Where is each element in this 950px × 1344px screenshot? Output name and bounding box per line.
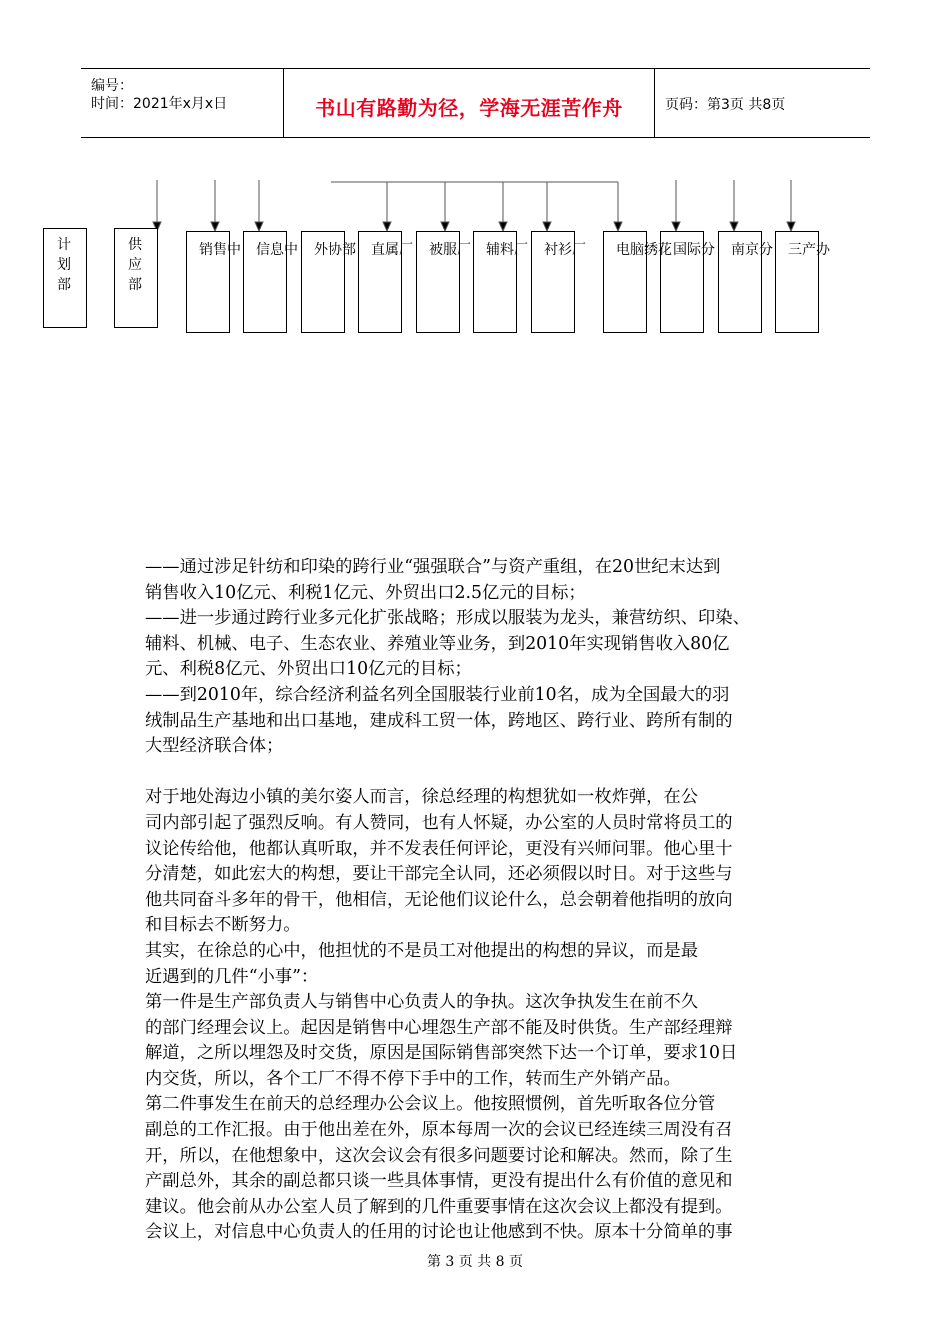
text-line: 其实，在徐总的心中，他担忧的不是员工对他提出的构想的异议，而是最 bbox=[145, 940, 699, 961]
text-line: 开，所以，在他想象中，这次会议会有很多问题要讨论和解决。然而，除了生 bbox=[145, 1145, 733, 1166]
dept-label: 被服厂 bbox=[429, 242, 471, 258]
text-line: 会议上，对信息中心负责人的任用的讨论也让他感到不快。原本十分简单的事 bbox=[145, 1222, 733, 1243]
text-line: 司内部引起了强烈反响。有人赞同，也有人怀疑，办公室的人员时常将员工的 bbox=[145, 812, 733, 833]
text-line: ——到2010年，综合经济利益名列全国服装行业前10名，成为全国最大的羽 bbox=[145, 684, 730, 705]
dept-box-supply bbox=[114, 228, 158, 328]
dept-label: 计划部 bbox=[57, 237, 71, 293]
dept-label: 衬衫厂 bbox=[544, 242, 586, 258]
page-footer: 第 3 页 共 8 页 bbox=[426, 1254, 524, 1270]
dept-label: 南京分 bbox=[731, 242, 773, 258]
org-chart bbox=[0, 170, 950, 350]
dept-label: 信息中 bbox=[256, 242, 298, 258]
text-line bbox=[145, 760, 825, 786]
dept-label: 供应部 bbox=[128, 237, 142, 293]
text-line: 他共同奋斗多年的骨干，他相信，无论他们议论什么，总会朝着他指明的放向 bbox=[145, 889, 733, 910]
text-line: 对于地处海边小镇的美尔姿人而言，徐总经理的构想犹如一枚炸弹，在公 bbox=[145, 787, 699, 808]
dept-label: 电脑绣花 bbox=[616, 242, 672, 258]
text-line: 内交货，所以，各个工厂不得不停下手中的工作，转而生产外销产品。 bbox=[145, 1068, 681, 1089]
text-line: 和目标去不断努力。 bbox=[145, 915, 301, 936]
text-line: 近遇到的几件“小事”： bbox=[145, 966, 319, 987]
dept-label: 国际分 bbox=[673, 242, 715, 258]
text-line: 第一件是生产部负责人与销售中心负责人的争执。这次争执发生在前不久 bbox=[145, 992, 699, 1013]
dept-box-planning bbox=[43, 228, 87, 328]
text-line: 辅料、机械、电子、生态农业、养殖业等业务，到2010年实现销售收入80亿 bbox=[145, 633, 730, 654]
header-meta-cell bbox=[81, 69, 284, 137]
text-line: 第二件事发生在前天的总经理办公会议上。他按照惯例，首先听取各位分管 bbox=[145, 1094, 716, 1115]
dept-label: 直属厂 bbox=[371, 242, 413, 258]
text-line: 产副总外，其余的副总都只谈一些具体事情，更没有提出什么有价值的意见和 bbox=[145, 1171, 733, 1192]
text-line: 分清楚，如此宏大的构想，要让干部完全认同，还必须假以时日。对于这些与 bbox=[145, 864, 733, 885]
dept-label: 三产办 bbox=[788, 242, 830, 258]
header-motto-cell bbox=[284, 69, 655, 137]
text-line: 议论传给他，他都认真听取，并不发表任何评论，更没有兴师问罪。他心里十 bbox=[145, 838, 733, 859]
motto: 书山有路勤为径，学海无涯苦作舟 bbox=[315, 96, 623, 120]
time-label: 时间：2021年x月x日 bbox=[91, 96, 228, 112]
text-line: ——进一步通过跨行业多元化扩张战略；形成以服装为龙头，兼营纺织、印染、 bbox=[145, 608, 750, 629]
dept-label: 辅料厂 bbox=[486, 242, 528, 258]
dept-label: 销售中 bbox=[199, 242, 241, 258]
page-header bbox=[81, 68, 870, 138]
body-text bbox=[145, 555, 825, 1246]
text-line: ——通过涉足针纺和印染的跨行业“强强联合”与资产重组，在20世纪末达到 bbox=[145, 557, 721, 577]
text-line: 绒制品生产基地和出口基地，建成科工贸一体，跨地区、跨行业、跨所有制的 bbox=[145, 710, 733, 731]
page-info: 页码：第3页 共8页 bbox=[665, 97, 786, 113]
text-line: 元、利税8亿元、外贸出口10亿元的目标； bbox=[145, 659, 472, 680]
text-line: 建议。他会前从办公室人员了解到的几件重要事情在这次会议上都没有提到。 bbox=[145, 1196, 733, 1217]
dept-label: 外协部 bbox=[314, 242, 356, 258]
text-line: 大型经济联合体； bbox=[145, 736, 284, 757]
text-line: 销售收入10亿元、利税1亿元、外贸出口2.5亿元的目标； bbox=[145, 582, 586, 603]
text-line: 解道，之所以埋怨及时交货，原因是国际销售部突然下达一个订单，要求10日 bbox=[145, 1043, 738, 1064]
text-line: 副总的工作汇报。由于他出差在外，原本每周一次的会议已经连续三周没有召 bbox=[145, 1120, 733, 1141]
number-label: 编号： bbox=[91, 78, 133, 94]
text-line: 的部门经理会议上。起因是销售中心埋怨生产部不能及时供货。生产部经理辩 bbox=[145, 1017, 733, 1038]
